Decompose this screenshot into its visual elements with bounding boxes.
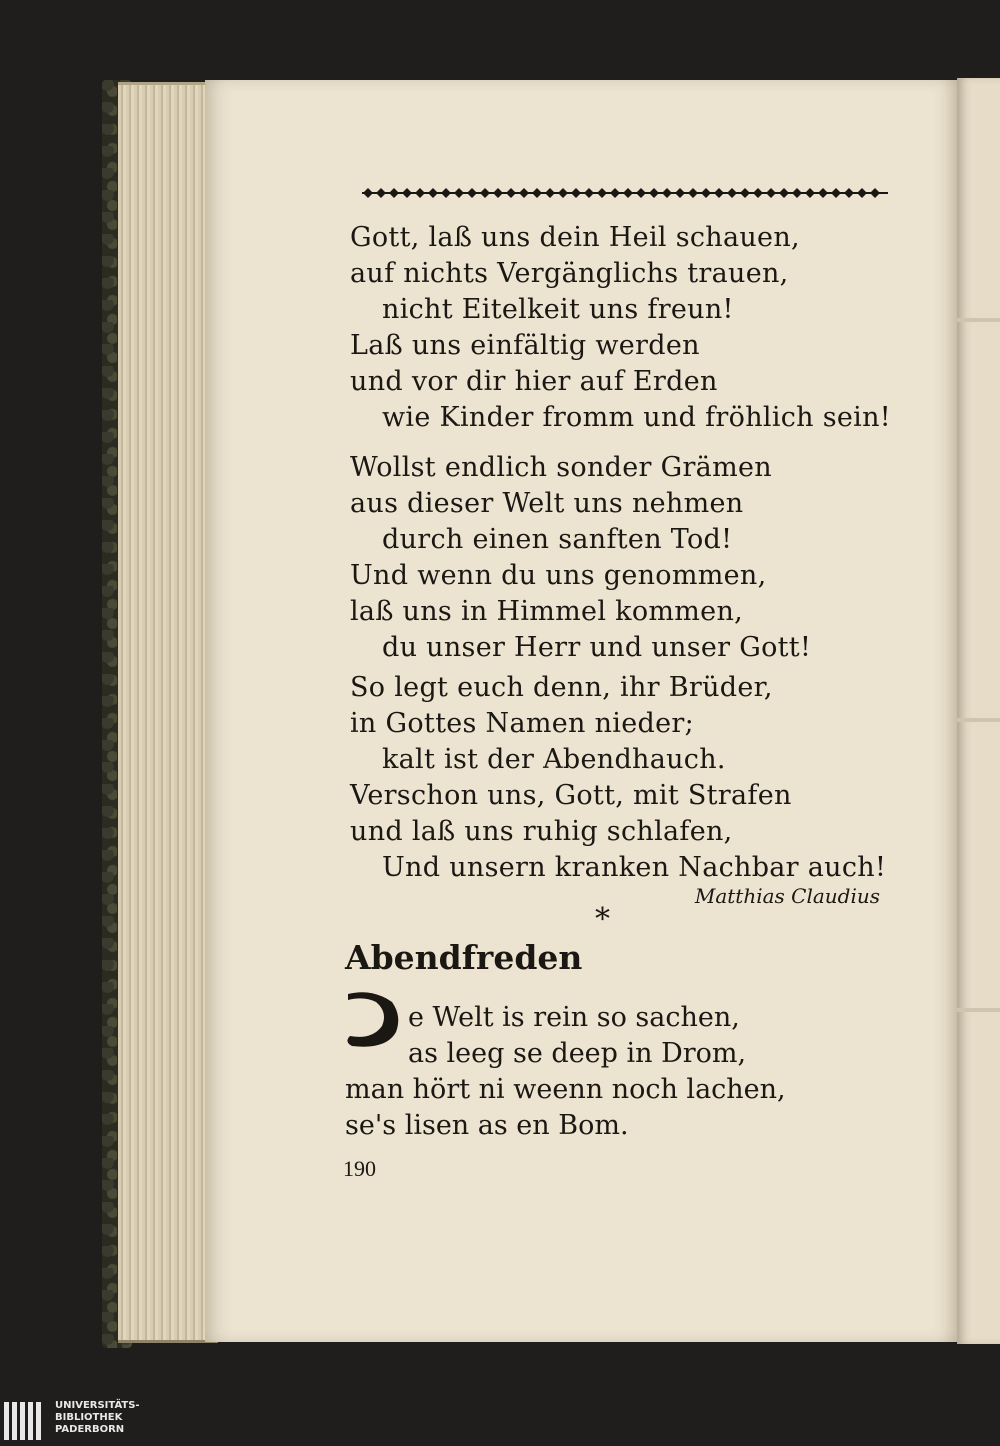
ornament-diamond: [740, 188, 750, 198]
ornament-diamond: [493, 188, 503, 198]
verse-line: du unser Herr und unser Gott!: [382, 632, 812, 663]
ornament-diamond: [675, 188, 685, 198]
poem-title: Abendfreden: [345, 938, 583, 977]
poem2-line-1: e Welt is rein so sachen,: [408, 1002, 740, 1033]
verse-line: Verschon uns, Gott, mit Strafen: [350, 780, 792, 811]
ornament-diamond: [792, 188, 802, 198]
author-signature: Matthias Claudius: [694, 884, 880, 908]
ornament-diamond: [363, 188, 373, 198]
ornament-diamond: [610, 188, 620, 198]
stanza-2: [350, 450, 811, 666]
section-separator: *: [595, 902, 610, 937]
ornament-diamond: [454, 188, 464, 198]
verse-line: Und wenn du uns genommen,: [350, 560, 767, 591]
ornament-diamond: [779, 188, 789, 198]
ornament-diamond: [571, 188, 581, 198]
verse-line: in Gottes Namen nieder;: [350, 708, 694, 739]
verse-line: Gott, laß uns dein Heil schauen,: [350, 222, 800, 253]
stanza-1: [350, 220, 891, 436]
poem2-line-3: man hört ni weenn noch lachen,: [345, 1074, 786, 1105]
ornament-diamond: [480, 188, 490, 198]
verse-line: nicht Eitelkeit uns freun!: [382, 294, 734, 325]
ornament-diamond: [831, 188, 841, 198]
ornament-diamond: [415, 188, 425, 198]
ornament-diamond: [844, 188, 854, 198]
ornament-diamond: [714, 188, 724, 198]
verse-line: auf nichts Vergänglichs trauen,: [350, 258, 789, 289]
ornament-diamond: [597, 188, 607, 198]
verse-line: So legt euch denn, ihr Brüder,: [350, 672, 773, 703]
logo-line-1: UNIVERSITÄTS-: [55, 1400, 140, 1411]
verse-line: kalt ist der Abendhauch.: [382, 744, 726, 775]
poem2-line-4: se's lisen as en Bom.: [345, 1110, 629, 1141]
ornament-diamond: [402, 188, 412, 198]
verse-line: und laß uns ruhig schlafen,: [350, 816, 733, 847]
ornament-diamond: [519, 188, 529, 198]
library-logo-icon: [4, 1402, 44, 1442]
ornament-diamond: [701, 188, 711, 198]
verse-line: und vor dir hier auf Erden: [350, 366, 718, 397]
verse-line: aus dieser Welt uns nehmen: [350, 488, 744, 519]
ornamental-rule: [362, 186, 888, 200]
ornament-diamond: [558, 188, 568, 198]
ornament-diamond: [506, 188, 516, 198]
ornament-diamond: [545, 188, 555, 198]
verse-line: durch einen sanften Tod!: [382, 524, 733, 555]
ornament-diamond: [636, 188, 646, 198]
verse-line: laß uns in Himmel kommen,: [350, 596, 744, 627]
logo-line-3: PADERBORN: [55, 1424, 125, 1435]
ornament-diamond: [870, 188, 880, 198]
ornament-diamond: [532, 188, 542, 198]
ornament-diamond: [467, 188, 477, 198]
verse-line: wie Kinder fromm und fröhlich sein!: [382, 402, 891, 433]
ornament-diamond: [857, 188, 867, 198]
ornament-diamond: [766, 188, 776, 198]
facing-page-edge: [957, 78, 1000, 1344]
ornament-diamond: [623, 188, 633, 198]
logo-line-2: BIBLIOTHEK: [55, 1412, 123, 1423]
ornament-diamond: [649, 188, 659, 198]
verse-line: Wollst endlich sonder Grämen: [350, 452, 772, 483]
ornament-diamond: [376, 188, 386, 198]
verse-line: Und unsern kranken Nachbar auch!: [382, 852, 887, 883]
page-number: 190: [343, 1156, 376, 1181]
ornament-diamond: [753, 188, 763, 198]
ornament-diamond: [389, 188, 399, 198]
verse-line: Laß uns einfältig werden: [350, 330, 700, 361]
svg-text:D: D: [358, 1005, 383, 1040]
poem2-line-2: as leeg se deep in Drom,: [408, 1038, 747, 1069]
ornament-diamond: [441, 188, 451, 198]
ornament-diamond: [727, 188, 737, 198]
ornament-diamond: [818, 188, 828, 198]
drop-cap: [342, 988, 404, 1052]
ornament-diamond: [584, 188, 594, 198]
ornament-diamond: [805, 188, 815, 198]
ornament-diamond: [688, 188, 698, 198]
library-logo: [0, 1398, 160, 1446]
ornament-diamond: [428, 188, 438, 198]
page-edges: [118, 82, 218, 1343]
ornament-diamond: [662, 188, 672, 198]
stanza-3: [350, 670, 886, 886]
